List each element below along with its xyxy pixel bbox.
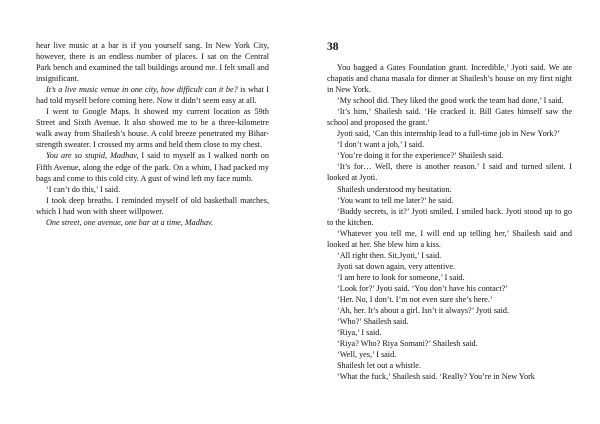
paragraph: ‘Well, yes,’ I said.: [337, 350, 397, 360]
paragraph: ‘Riya? Who? Riya Somani?’ Shailesh said.: [337, 339, 478, 349]
paragraph: [36, 150, 269, 183]
paragraph: ‘I can’t do this,’ I said.: [46, 184, 121, 194]
left-page-text: [36, 40, 269, 228]
paragraph: ‘I am here to look for someone,’ I said.: [337, 272, 465, 282]
paragraph: ‘Who?’ Shailesh said.: [337, 317, 409, 327]
paragraph: ‘My school did. They liked the good work the team had done,’ I said.: [337, 96, 564, 106]
paragraph: I went to Google Maps. It showed my current location as 59th Street and Sixth Avenue. It also showed me to be a three-kilometre walk away from Shailesh’s house. A cold breeze penetrated my Bihar-strength sweater. I crossed my arms and held them close to my chest.: [36, 107, 269, 150]
right-page: [300, 0, 600, 424]
right-page-text: [327, 62, 572, 382]
paragraph: Shailesh understood my hesitation.: [337, 184, 452, 194]
paragraph: hear live music at a bar is if you yourself sang. In New York City, however, there is an endless number of places. I sat on the Central Park bench and examined the tall buildings around me. I felt small and insignificant.: [36, 41, 269, 84]
paragraph: ‘All right then. Sit,Jyoti,’ I said.: [337, 250, 442, 260]
paragraph: ‘Look for?’ Jyoti said. ‘You don’t have his contact?’: [337, 283, 508, 293]
paragraph: ‘Ah, her. It’s about a girl. Isn’t it always?’ Jyoti said.: [337, 306, 510, 316]
paragraph: Jyoti sat down again, very attentive.: [337, 261, 456, 271]
paragraph: ‘What the fuck,’ Shailesh said. ‘Really? You’re in New York: [337, 372, 535, 382]
paragraph: ‘It’s him,’ Shailesh said. ‘He cracked it. Bill Gates himself saw the school and proposed the grant.’: [327, 107, 572, 128]
paragraph: ‘It’s for… Well, there is another reason.’ I said and turned silent. I looked at Jyoti.: [327, 162, 572, 183]
paragraph-text: is what I had told myself before coming here. Now it didn’t seem easy at all.: [36, 85, 269, 106]
paragraph: ‘Her. No, I don’t. I’m not even sure she’s here.’: [337, 294, 493, 304]
paragraph: Jyoti said, ‘Can this internship lead to a full-time job in New York?’: [337, 129, 560, 139]
paragraph: ‘You’re doing it for the experience?’ Shailesh said.: [337, 151, 504, 161]
italic-thought: One street, one avenue, one bar at a time, Madhav.: [46, 217, 214, 227]
paragraph: Shailesh let out a whistle.: [337, 361, 421, 371]
paragraph: You bagged a Gates Foundation grant. Incredible,’ Jyoti said. We ate chapatis and chana masala for dinner at Shailesh’s house on my first night in New York.: [327, 63, 572, 95]
paragraph: I took deep breaths. I reminded myself of old basketball matches, which I had won with sheer willpower.: [36, 195, 269, 216]
paragraph: ‘Whatever you tell me, I will end up telling her,’ Shailesh said and looked at her. She blew him a kiss.: [327, 228, 572, 249]
paragraph: ‘I don’t want a job,’ I said.: [337, 140, 425, 150]
paragraph-text: I said to myself as I walked north on Fifth Avenue, along the edge of the park. On a whim, I had packed my bags and come to this cold city. A gust of wind left my face numb.: [36, 151, 269, 183]
paragraph: ‘Riya,’ I said.: [337, 328, 382, 338]
paragraph: ‘You want to tell me later?’ he said.: [337, 195, 454, 205]
paragraph: ‘Buddy secrets, is it?’ Jyoti smiled. I smiled back. Jyoti stood up to go to the kitchen.: [327, 206, 572, 227]
italic-thought: It’s a live music venue in one city, how difficult can it be?: [46, 85, 238, 95]
chapter-number: 38: [327, 41, 339, 53]
paragraph: [36, 84, 269, 106]
italic-thought: You are so stupid, Madhav,: [46, 151, 139, 161]
